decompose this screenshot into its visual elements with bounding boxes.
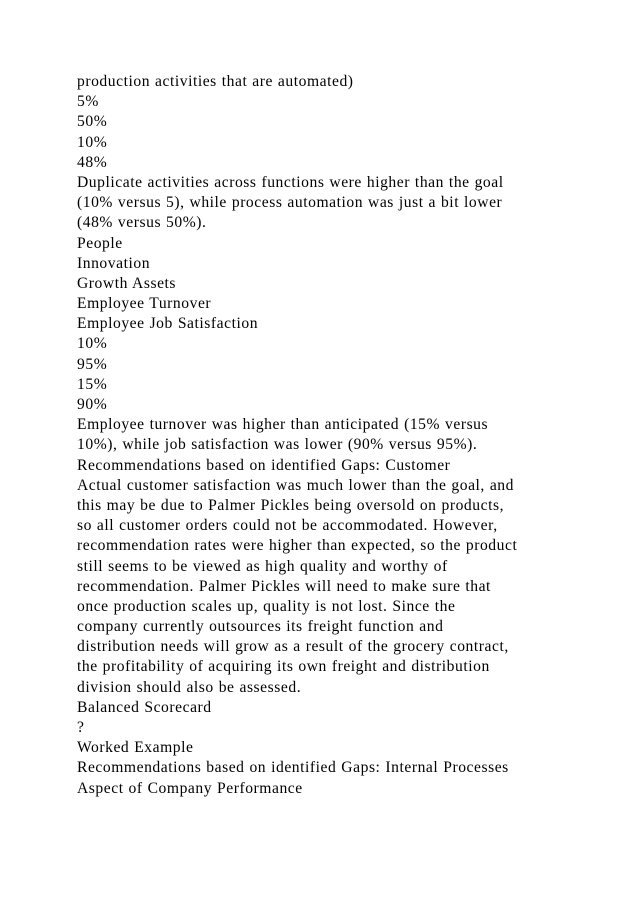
text-line: Worked Example	[77, 739, 194, 757]
text-line: recommendation. Palmer Pickles will need to make sure that	[77, 577, 491, 595]
text-line: so all customer orders could not be accommodated. However,	[77, 517, 498, 535]
text-line: Actual customer satisfaction was much lower than the goal, and	[77, 476, 514, 494]
text-line: recommendation rates were higher than expected, so the product	[77, 537, 518, 555]
text-line: 5%	[77, 93, 99, 111]
text-line: Balanced Scorecard	[77, 698, 212, 716]
text-line: Innovation	[77, 254, 151, 272]
text-line: this may be due to Palmer Pickles being oversold on products,	[77, 496, 505, 514]
text-line: 90%	[77, 396, 108, 413]
text-line: still seems to be viewed as high quality and worthy of	[77, 557, 448, 575]
text-line: 95%	[77, 355, 108, 373]
text-line: once production scales up, quality is not lost. Since the	[77, 597, 456, 615]
text-line: the profitability of acquiring its own freight and distribution	[77, 658, 490, 676]
text-line: Employee turnover was higher than anticipated (15% versus	[77, 416, 489, 434]
text-line: Recommendations based on identified Gaps: Customer	[77, 456, 451, 474]
text-line: Aspect of Company Performance	[77, 779, 303, 797]
document-text	[77, 72, 617, 799]
text-line: 15%	[77, 375, 108, 393]
text-line: (48% versus 50%).	[77, 214, 207, 232]
text-line: 50%	[77, 113, 108, 131]
text-line: Duplicate activities across functions were higher than the goal	[77, 173, 504, 191]
text-line: Employee Job Satisfaction	[77, 315, 259, 333]
text-line: Growth Assets	[77, 274, 177, 292]
text-line: division should also be assessed.	[77, 678, 302, 696]
text-line: company currently outsources its freight function and	[77, 618, 444, 636]
text-line: Recommendations based on identified Gaps: Internal Processes	[77, 759, 509, 777]
text-line: People	[77, 234, 123, 252]
text-line: production activities that are automated)	[77, 73, 354, 90]
text-line: distribution needs will grow as a result of the grocery contract,	[77, 638, 509, 656]
text-line: 48%	[77, 153, 108, 171]
text-line: 10%	[77, 133, 108, 151]
text-line: 10%), while job satisfaction was lower (90% versus 95%).	[77, 436, 478, 454]
text-line: 10%	[77, 335, 108, 353]
text-line: Employee Turnover	[77, 295, 212, 313]
text-line: (10% versus 5), while process automation was just a bit lower	[77, 194, 503, 212]
text-line: ?	[77, 719, 85, 736]
